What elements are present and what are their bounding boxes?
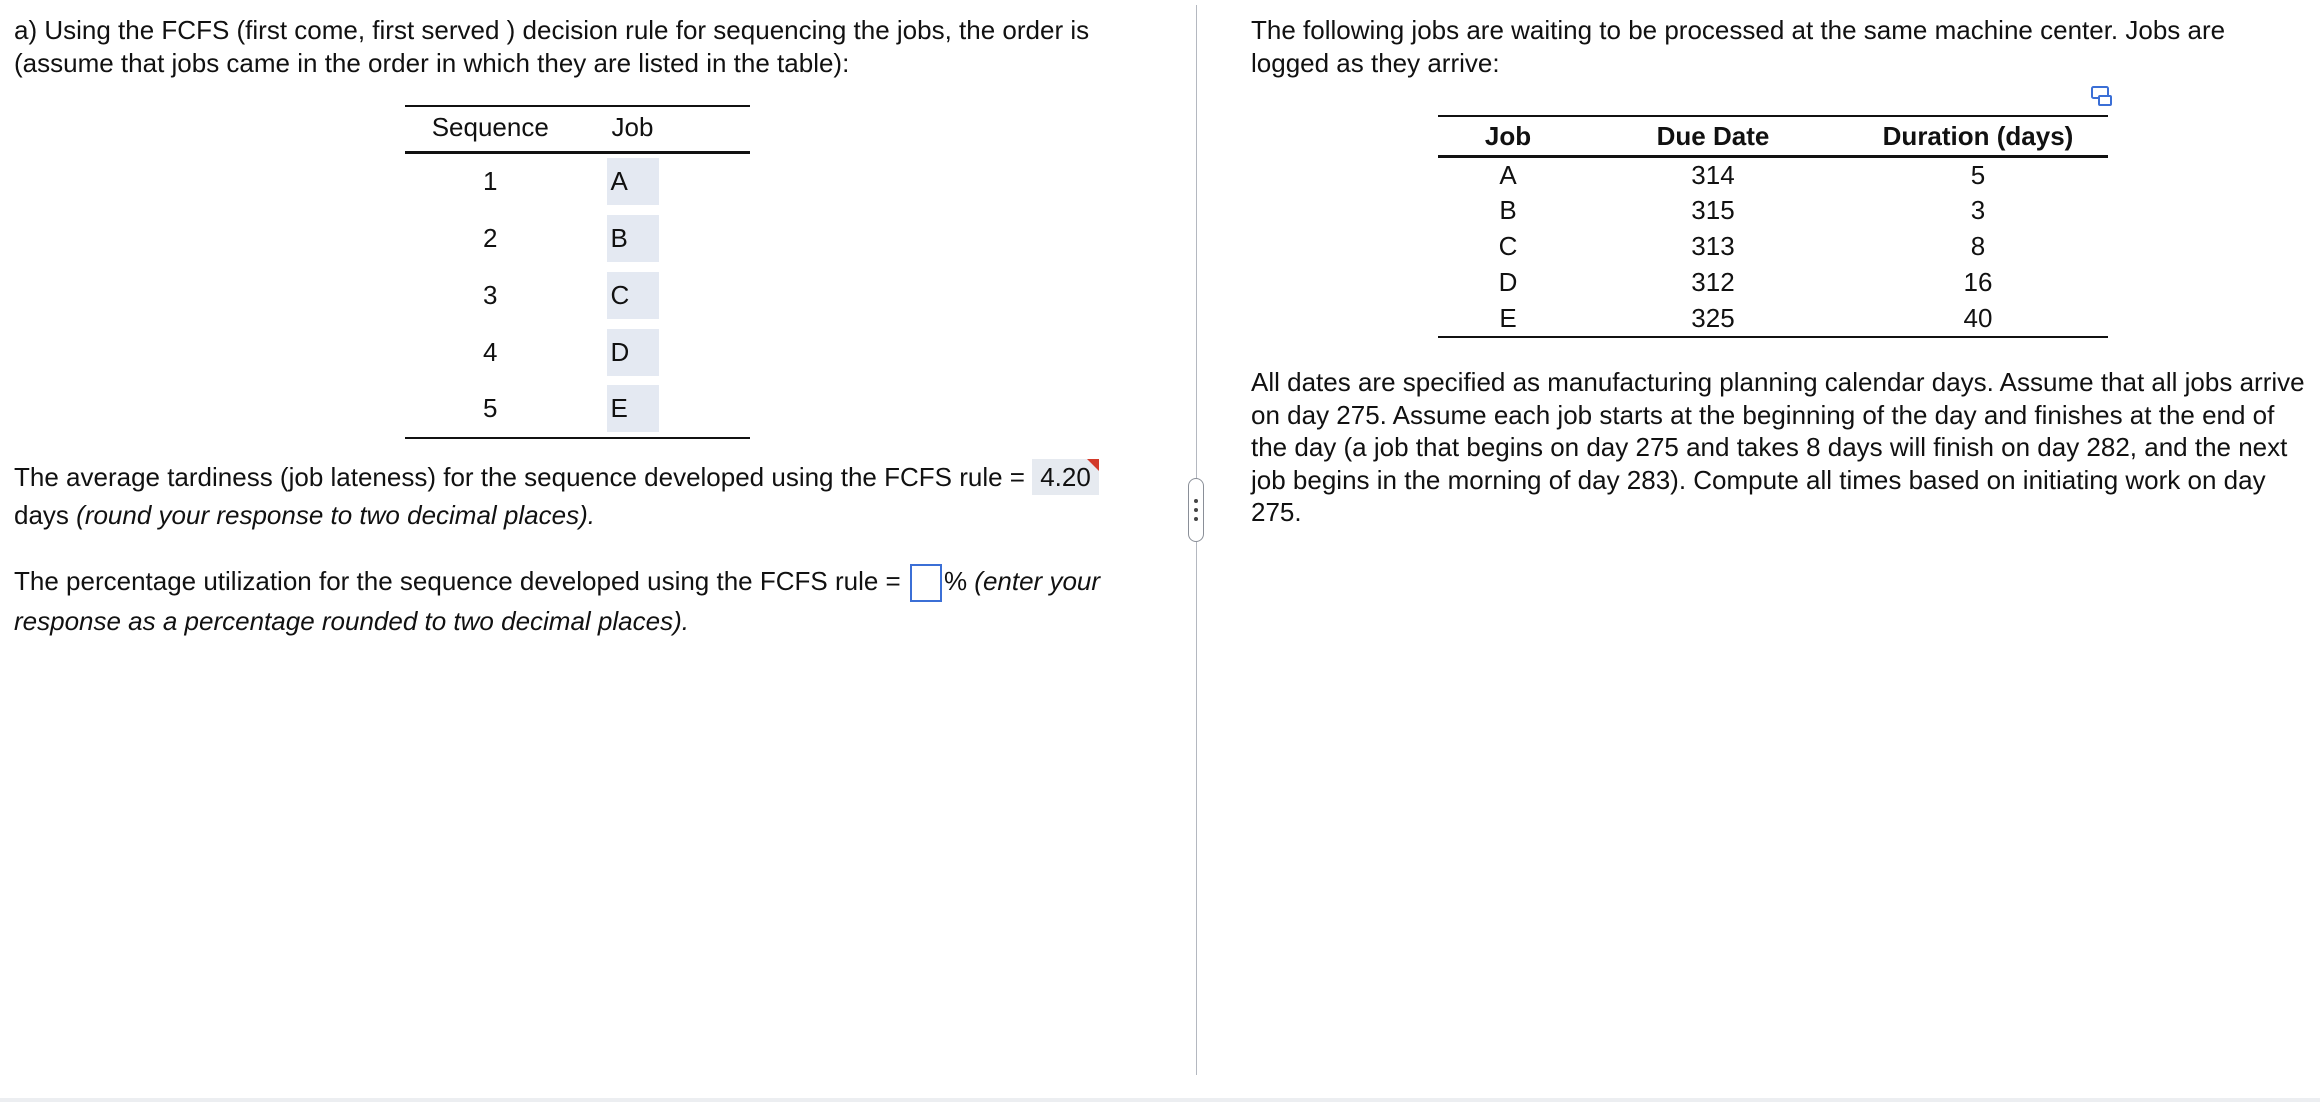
table-row	[1438, 229, 2108, 265]
utilization-question	[14, 562, 1174, 640]
handle-dot	[1194, 508, 1198, 512]
percent-sign: %	[943, 566, 975, 596]
tardiness-suffix: days	[14, 500, 77, 530]
sequence-number: 5	[483, 393, 498, 423]
duration-cell: 16	[1963, 267, 1993, 297]
handle-dot	[1194, 517, 1198, 521]
tardiness-answer-field[interactable]	[1032, 459, 1099, 495]
table-row	[405, 210, 750, 267]
sequence-table	[405, 105, 750, 439]
due-date-column-header: Due Date	[1656, 120, 1770, 151]
bottom-bar	[0, 1098, 2320, 1102]
resize-handle-icon[interactable]	[1188, 478, 1204, 542]
tardiness-answer-value: 4.20	[1040, 462, 1091, 492]
due-date-cell: 313	[1691, 231, 1735, 261]
due-date-cell: 325	[1691, 302, 1735, 333]
utilization-prefix: The percentage utilization for the sequence developed using the FCFS rule =	[14, 566, 908, 596]
table-row	[405, 153, 750, 210]
problem-pane	[1205, 0, 2320, 1102]
utilization-input[interactable]	[910, 564, 942, 602]
question-a-text: a) Using the FCFS (first come, first served ) decision rule for sequencing the jobs, the order is (assume that jobs came in the order in which they are listed in the table):	[14, 15, 1090, 78]
sequence-header: Sequence	[431, 111, 549, 142]
jobs-table	[1438, 115, 2108, 338]
duration-cell: 3	[1970, 195, 1986, 225]
copy-table-icon[interactable]	[2091, 86, 2115, 108]
problem-notes: All dates are specified as manufacturing planning calendar days. Assume that all jobs arrive on day 275. Assume each job starts at the beginning of the day and finishes at the end of the day (a job that begins on day 275 and takes 8 days will finish on day 282, and the next job begins in the morning of day 283). Compute all times based on initiating work on day 275.	[1251, 367, 2305, 527]
job-answer-cell[interactable]: C	[607, 272, 659, 319]
job-cell: C	[1498, 231, 1518, 261]
job-answer-cell[interactable]: A	[607, 158, 659, 205]
incorrect-flag-icon	[1087, 459, 1099, 471]
problem-intro: The following jobs are waiting to be processed at the same machine center. Jobs are logged as they arrive:	[1251, 15, 2226, 78]
handle-dot	[1194, 499, 1198, 503]
table-row	[1438, 157, 2108, 193]
sequence-number: 1	[483, 166, 498, 197]
job-cell: B	[1499, 195, 1517, 225]
table-row	[405, 381, 750, 438]
duration-cell: 40	[1963, 302, 1993, 333]
duration-cell: 8	[1970, 231, 1986, 261]
sequence-number: 4	[483, 336, 498, 367]
duration-column-header: Duration (days)	[1882, 120, 2074, 151]
table-row	[405, 267, 750, 324]
job-answer-cell[interactable]: E	[607, 385, 659, 432]
table-row	[1438, 301, 2108, 337]
due-date-cell: 314	[1691, 159, 1735, 190]
utilization-instruction: (enter your response as a percentage rounded to two decimal places).	[14, 566, 1101, 637]
due-date-cell: 315	[1691, 195, 1735, 225]
job-cell: E	[1499, 302, 1517, 333]
job-cell: D	[1498, 267, 1518, 297]
sequence-number: 3	[483, 279, 498, 310]
due-date-cell: 312	[1691, 267, 1735, 297]
tardiness-question	[14, 458, 1174, 534]
job-column-header: Job	[1484, 120, 1532, 151]
duration-cell: 5	[1970, 159, 1986, 190]
table-row	[405, 324, 750, 381]
tardiness-prefix: The average tardiness (job lateness) for the sequence developed using the FCFS rule =	[14, 462, 1033, 492]
tardiness-instruction: (round your response to two decimal places).	[76, 500, 595, 530]
job-answer-cell[interactable]: B	[607, 215, 659, 262]
table-row	[1438, 193, 2108, 229]
job-header: Job	[611, 111, 654, 142]
sequence-number: 2	[483, 222, 498, 253]
job-answer-cell[interactable]: D	[607, 329, 659, 376]
job-cell: A	[1499, 159, 1517, 190]
table-row	[1438, 265, 2108, 301]
